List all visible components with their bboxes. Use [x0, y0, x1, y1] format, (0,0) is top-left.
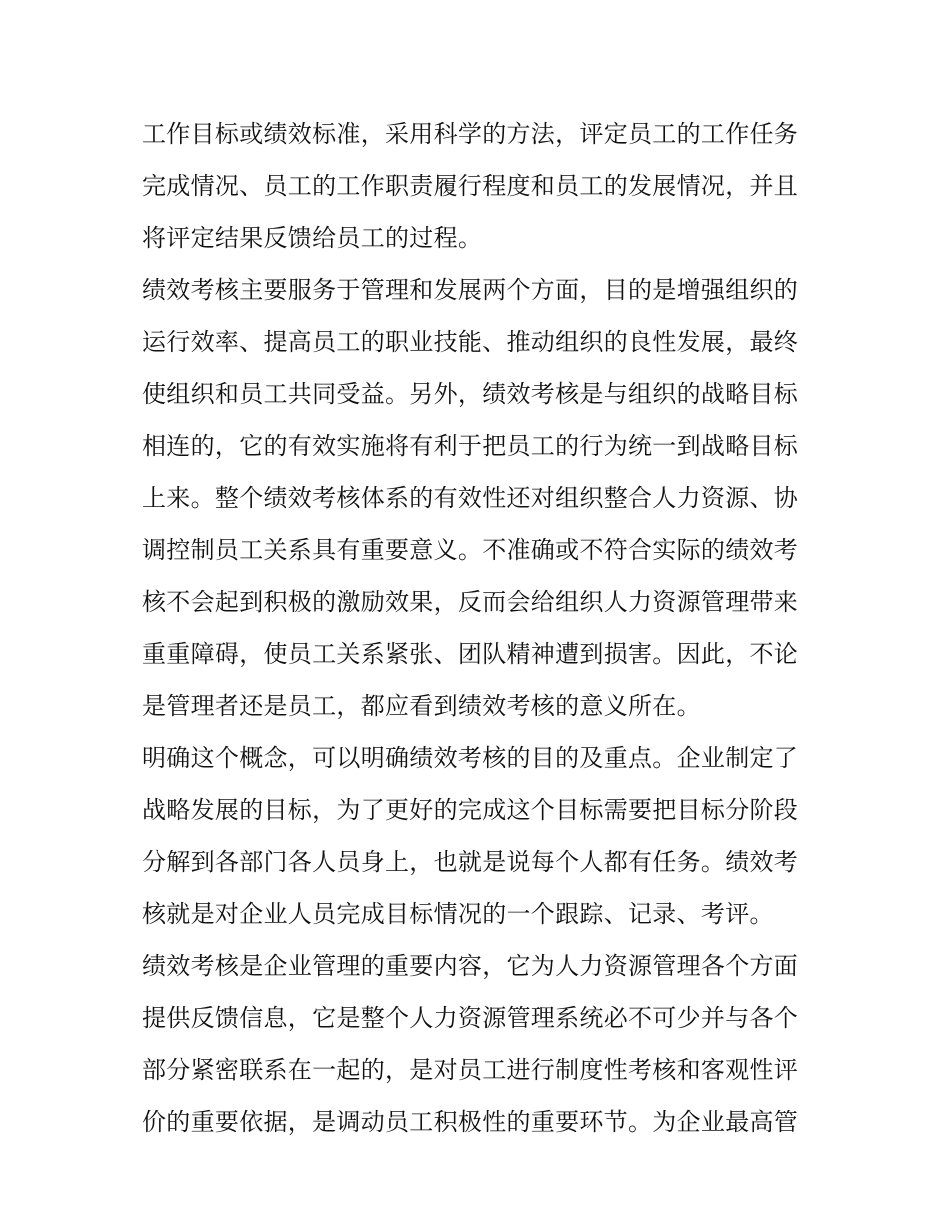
text-line: 运行效率、提高员工的职业技能、推动组织的良性发展，最终 — [142, 328, 799, 356]
text-line: 明确这个概念，可以明确绩效考核的目的及重点。企业制定了 — [142, 744, 799, 772]
text-line: 使组织和员工共同受益。另外，绩效考核是与组织的战略目标 — [142, 380, 799, 408]
text-line: 提供反馈信息，它是整个人力资源管理系统必不可少并与各个 — [142, 1004, 799, 1032]
body-text — [142, 108, 814, 1148]
text-line: 工作目标或绩效标准，采用科学的方法，评定员工的工作任务 — [142, 120, 799, 148]
text-line: 部分紧密联系在一起的，是对员工进行制度性考核和客观性评 — [142, 1056, 799, 1084]
text-line: 将评定结果反馈给员工的过程。 — [142, 224, 483, 252]
text-line: 战略发展的目标，为了更好的完成这个目标需要把目标分阶段 — [142, 796, 799, 824]
text-line: 分解到各部门各人员身上，也就是说每个人都有任务。绩效考 — [142, 848, 799, 876]
text-line: 核不会起到积极的激励效果，反而会给组织人力资源管理带来 — [142, 588, 799, 616]
text-line: 核就是对企业人员完成目标情况的一个跟踪、记录、考评。 — [142, 900, 774, 928]
text-line: 价的重要依据，是调动员工积极性的重要环节。为企业最高管 — [142, 1108, 799, 1136]
text-line: 绩效考核主要服务于管理和发展两个方面，目的是增强组织的 — [142, 276, 799, 304]
text-line: 调控制员工关系具有重要意义。不准确或不符合实际的绩效考 — [142, 536, 799, 564]
text-line: 相连的，它的有效实施将有利于把员工的行为统一到战略目标 — [142, 432, 799, 460]
text-line: 重重障碍，使员工关系紧张、团队精神遭到损害。因此，不论 — [142, 640, 799, 668]
text-line: 是管理者还是员工，都应看到绩效考核的意义所在。 — [142, 692, 701, 720]
text-line: 绩效考核是企业管理的重要内容，它为人力资源管理各个方面 — [142, 952, 799, 980]
text-line: 完成情况、员工的工作职责履行程度和员工的发展情况，并且 — [142, 172, 799, 200]
text-line: 上来。整个绩效考核体系的有效性还对组织整合人力资源、协 — [142, 484, 799, 512]
